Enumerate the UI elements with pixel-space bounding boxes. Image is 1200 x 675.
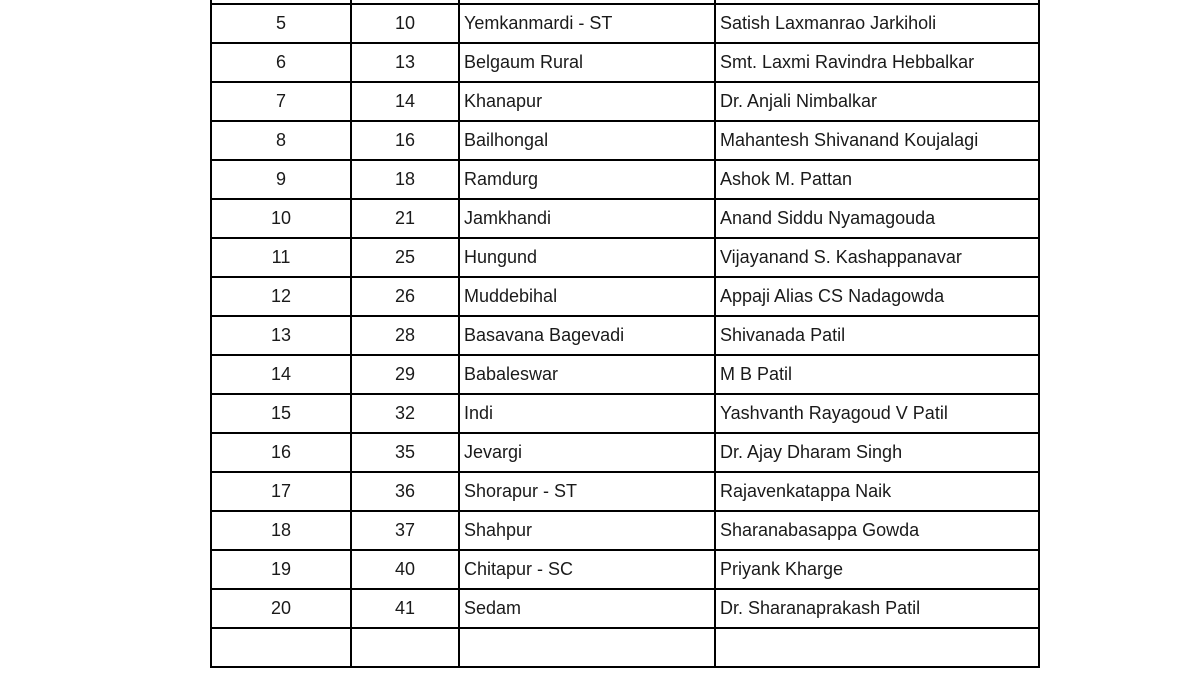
serial-number-cell: 5 (211, 4, 351, 43)
constituency-name-cell: Khanapur (459, 82, 715, 121)
candidate-name-cell: Anand Siddu Nyamagouda (715, 199, 1039, 238)
candidate-name-cell: Dr. Ajay Dharam Singh (715, 433, 1039, 472)
serial-number-cell (211, 628, 351, 667)
constituency-number-cell: 18 (351, 160, 459, 199)
constituency-number-cell: 35 (351, 433, 459, 472)
constituency-name-cell: Yemkanmardi - ST (459, 4, 715, 43)
serial-number-cell: 9 (211, 160, 351, 199)
candidate-name-cell: Dr. Sharanaprakash Patil (715, 589, 1039, 628)
constituency-name-cell: Jamkhandi (459, 199, 715, 238)
serial-number-cell: 15 (211, 394, 351, 433)
constituency-name-cell: Belgaum Rural (459, 43, 715, 82)
constituency-number-cell: 14 (351, 82, 459, 121)
constituency-name-cell: Ramdurg (459, 160, 715, 199)
table-row (211, 238, 1039, 277)
table-row (211, 316, 1039, 355)
constituency-number-cell (351, 628, 459, 667)
table-row (211, 394, 1039, 433)
constituency-name-cell: Shorapur - ST (459, 472, 715, 511)
constituency-name-cell (459, 628, 715, 667)
constituency-number-cell: 32 (351, 394, 459, 433)
constituency-name-cell: Babaleswar (459, 355, 715, 394)
table-row (211, 628, 1039, 667)
constituency-number-cell: 16 (351, 121, 459, 160)
candidate-name-cell (715, 628, 1039, 667)
constituency-number-cell: 21 (351, 199, 459, 238)
table-row (211, 355, 1039, 394)
candidate-name-cell: Satish Laxmanrao Jarkiholi (715, 4, 1039, 43)
table-row (211, 277, 1039, 316)
table-row (211, 199, 1039, 238)
constituency-name-cell: Shahpur (459, 511, 715, 550)
table-row (211, 43, 1039, 82)
constituency-name-cell: Muddebihal (459, 277, 715, 316)
serial-number-cell: 18 (211, 511, 351, 550)
table-row (211, 82, 1039, 121)
serial-number-cell: 10 (211, 199, 351, 238)
serial-number-cell: 7 (211, 82, 351, 121)
candidate-name-cell: Dr. Anjali Nimbalkar (715, 82, 1039, 121)
table-row (211, 4, 1039, 43)
table-row (211, 160, 1039, 199)
constituency-number-cell: 41 (351, 589, 459, 628)
table-body (211, 0, 1039, 667)
candidate-name-cell: Mahantesh Shivanand Koujalagi (715, 121, 1039, 160)
candidate-name-cell: Appaji Alias CS Nadagowda (715, 277, 1039, 316)
constituency-number-cell: 37 (351, 511, 459, 550)
constituency-name-cell: Hungund (459, 238, 715, 277)
constituency-name-cell: Sedam (459, 589, 715, 628)
candidate-name-cell: Rajavenkatappa Naik (715, 472, 1039, 511)
candidate-name-cell: Sharanabasappa Gowda (715, 511, 1039, 550)
constituency-number-cell: 10 (351, 4, 459, 43)
constituency-name-cell: Chitapur - SC (459, 550, 715, 589)
candidate-name-cell: Yashvanth Rayagoud V Patil (715, 394, 1039, 433)
table-row (211, 472, 1039, 511)
table-row (211, 550, 1039, 589)
serial-number-cell: 6 (211, 43, 351, 82)
candidate-name-cell: Smt. Laxmi Ravindra Hebbalkar (715, 43, 1039, 82)
table-row (211, 121, 1039, 160)
serial-number-cell: 16 (211, 433, 351, 472)
table-row (211, 589, 1039, 628)
candidate-name-cell: M B Patil (715, 355, 1039, 394)
constituency-number-cell: 29 (351, 355, 459, 394)
constituency-name-cell: Bailhongal (459, 121, 715, 160)
serial-number-cell: 11 (211, 238, 351, 277)
table-row (211, 511, 1039, 550)
serial-number-cell: 19 (211, 550, 351, 589)
constituency-number-cell: 13 (351, 43, 459, 82)
serial-number-cell: 8 (211, 121, 351, 160)
serial-number-cell: 12 (211, 277, 351, 316)
candidate-list-table (210, 0, 1040, 668)
constituency-name-cell: Jevargi (459, 433, 715, 472)
serial-number-cell: 13 (211, 316, 351, 355)
constituency-number-cell: 25 (351, 238, 459, 277)
constituency-number-cell: 36 (351, 472, 459, 511)
constituency-number-cell: 26 (351, 277, 459, 316)
candidate-name-cell: Priyank Kharge (715, 550, 1039, 589)
candidate-name-cell: Vijayanand S. Kashappanavar (715, 238, 1039, 277)
serial-number-cell: 20 (211, 589, 351, 628)
table-row (211, 433, 1039, 472)
constituency-number-cell: 40 (351, 550, 459, 589)
candidate-name-cell: Shivanada Patil (715, 316, 1039, 355)
constituency-name-cell: Basavana Bagevadi (459, 316, 715, 355)
serial-number-cell: 14 (211, 355, 351, 394)
constituency-number-cell: 28 (351, 316, 459, 355)
serial-number-cell: 17 (211, 472, 351, 511)
constituency-name-cell: Indi (459, 394, 715, 433)
candidate-name-cell: Ashok M. Pattan (715, 160, 1039, 199)
